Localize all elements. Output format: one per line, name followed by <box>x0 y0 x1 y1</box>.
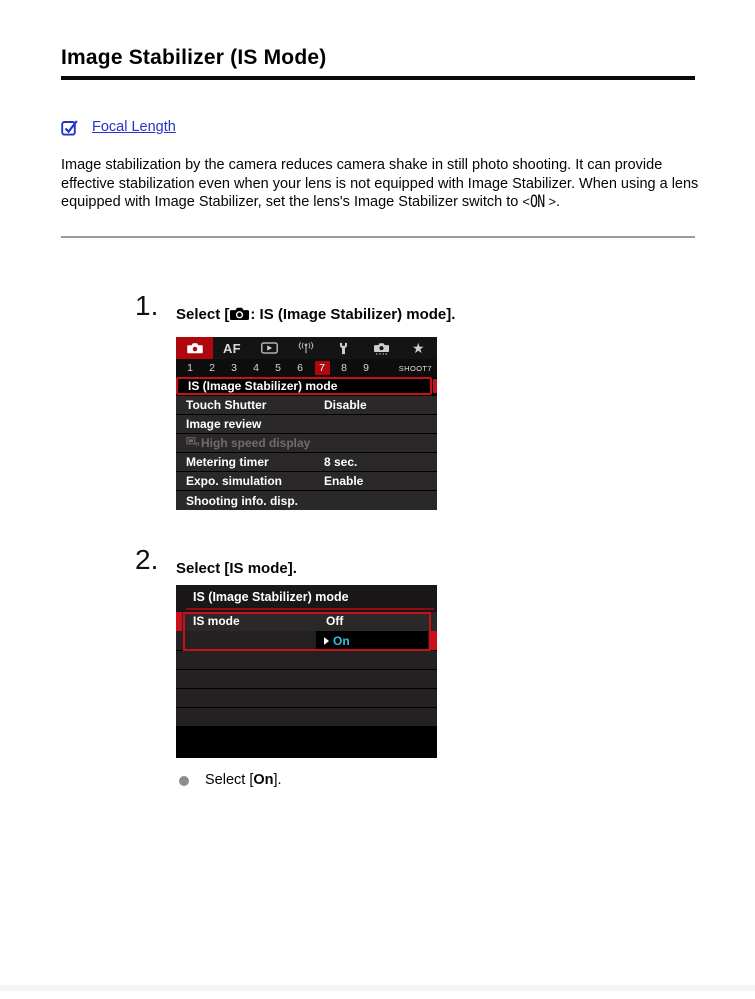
step-2-instruction: Select [IS mode]. <box>176 560 297 577</box>
menu-tab-bar <box>176 337 437 359</box>
tab-playback-icon <box>251 337 288 359</box>
menu-rows <box>176 377 437 510</box>
menu-row-label: Metering timer <box>186 455 269 469</box>
shoot-camera-icon <box>229 306 250 323</box>
menu-row-touch-shutter <box>176 396 437 414</box>
note-prefix: Select [ <box>205 772 254 788</box>
bracket-open: < <box>522 194 530 210</box>
is-mode-setting-label: IS mode <box>193 614 240 628</box>
option-on: On <box>333 633 350 648</box>
option-on-selected <box>316 631 428 650</box>
checkbox-link-icon <box>61 118 79 136</box>
menu-row-is-mode <box>176 377 432 395</box>
note-bold-on: On <box>253 772 274 788</box>
tab-custom-functions-icon <box>362 337 399 359</box>
title-red-underline <box>186 608 434 610</box>
selection-right-bar <box>431 631 437 650</box>
menu-row-label: Image review <box>186 417 262 431</box>
menu-page-row <box>176 359 437 377</box>
selection-left-bar <box>176 612 182 631</box>
page-number: 8 <box>341 362 347 374</box>
empty-row <box>176 670 437 688</box>
menu-row-image-review <box>176 415 437 433</box>
bullet-icon <box>179 776 189 786</box>
tab-wireless-icon <box>288 337 325 359</box>
menu-row-value: 8 sec. <box>324 455 358 469</box>
page-group-label: SHOOT7 <box>398 363 432 373</box>
menu-row-metering-timer <box>176 453 437 471</box>
tab-shoot-camera-icon <box>176 337 213 359</box>
title-divider <box>61 76 695 80</box>
option-off: Off <box>326 614 344 628</box>
step-2-number: 2. <box>135 544 159 575</box>
option-pointer-icon <box>324 637 329 645</box>
is-mode-screen-titlebar <box>176 585 437 612</box>
empty-row <box>176 708 437 726</box>
af-tab-label: AF <box>222 340 241 356</box>
screen-bottom-strip <box>176 727 437 758</box>
page-number: 4 <box>253 362 259 374</box>
step-1-instruction <box>176 306 455 323</box>
page-number: 3 <box>231 362 237 374</box>
note-suffix: ]. <box>273 772 282 788</box>
page-number: 6 <box>297 362 303 374</box>
is-mode-setting-row <box>176 612 437 631</box>
step-1-instruction-prefix: Select [ <box>176 306 230 323</box>
section-divider <box>61 236 695 238</box>
empty-row <box>176 651 437 669</box>
menu-row-value: Disable <box>324 398 367 412</box>
on-switch-token: ON <box>529 192 545 213</box>
empty-row <box>176 689 437 707</box>
page-bottom-divider <box>0 985 755 991</box>
menu-row-label: IS (Image Stabilizer) mode <box>188 379 338 393</box>
menu-row-shooting-info <box>176 491 437 510</box>
selection-edge-marker <box>433 379 437 393</box>
is-mode-screenshot <box>176 585 437 758</box>
menu-row-label: High speed display <box>201 436 311 450</box>
menu-row-label: Touch Shutter <box>186 398 267 412</box>
page-number: 2 <box>209 362 215 374</box>
bracket-close: > <box>548 194 557 210</box>
shoot-menu-screenshot <box>176 337 437 510</box>
menu-row-label: Expo. simulation <box>186 474 283 488</box>
svg-text:H: H <box>195 442 199 447</box>
menu-row-label: Shooting info. disp. <box>186 493 298 508</box>
page-number-active: 7 <box>315 361 330 375</box>
page-number: 9 <box>363 362 369 374</box>
menu-row-value: Enable <box>324 474 364 488</box>
tab-my-menu-star-icon: ★ <box>412 340 425 356</box>
tab-setup-wrench-icon <box>325 337 362 359</box>
step-1-instruction-suffix: : IS (Image Stabilizer) mode]. <box>250 306 456 323</box>
note-row <box>179 772 282 788</box>
menu-row-expo-simulation <box>176 472 437 490</box>
focal-length-link[interactable]: Focal Length <box>92 119 176 135</box>
tab-af <box>213 337 250 359</box>
intro-text: Image stabilization by the camera reduces camera shake in still photo shooting. It can provide effective stabilization even when your lens is not equipped with Image Stabilizer. When using a lens equipped with Image Stabilizer, set the lens's Image Stabilizer switch to <box>61 157 699 211</box>
menu-row-high-speed-display <box>176 434 437 452</box>
step-1-number: 1. <box>135 290 159 321</box>
intro-period: . <box>556 194 561 211</box>
page-number: 5 <box>275 362 281 374</box>
page-number: 1 <box>187 362 193 374</box>
high-speed-display-icon <box>186 436 199 450</box>
page-title: Image Stabilizer (IS Mode) <box>61 46 327 69</box>
related-link-row <box>61 118 176 136</box>
is-mode-screen-title: IS (Image Stabilizer) mode <box>193 590 349 604</box>
note-text <box>205 772 282 788</box>
intro-paragraph <box>61 156 701 212</box>
